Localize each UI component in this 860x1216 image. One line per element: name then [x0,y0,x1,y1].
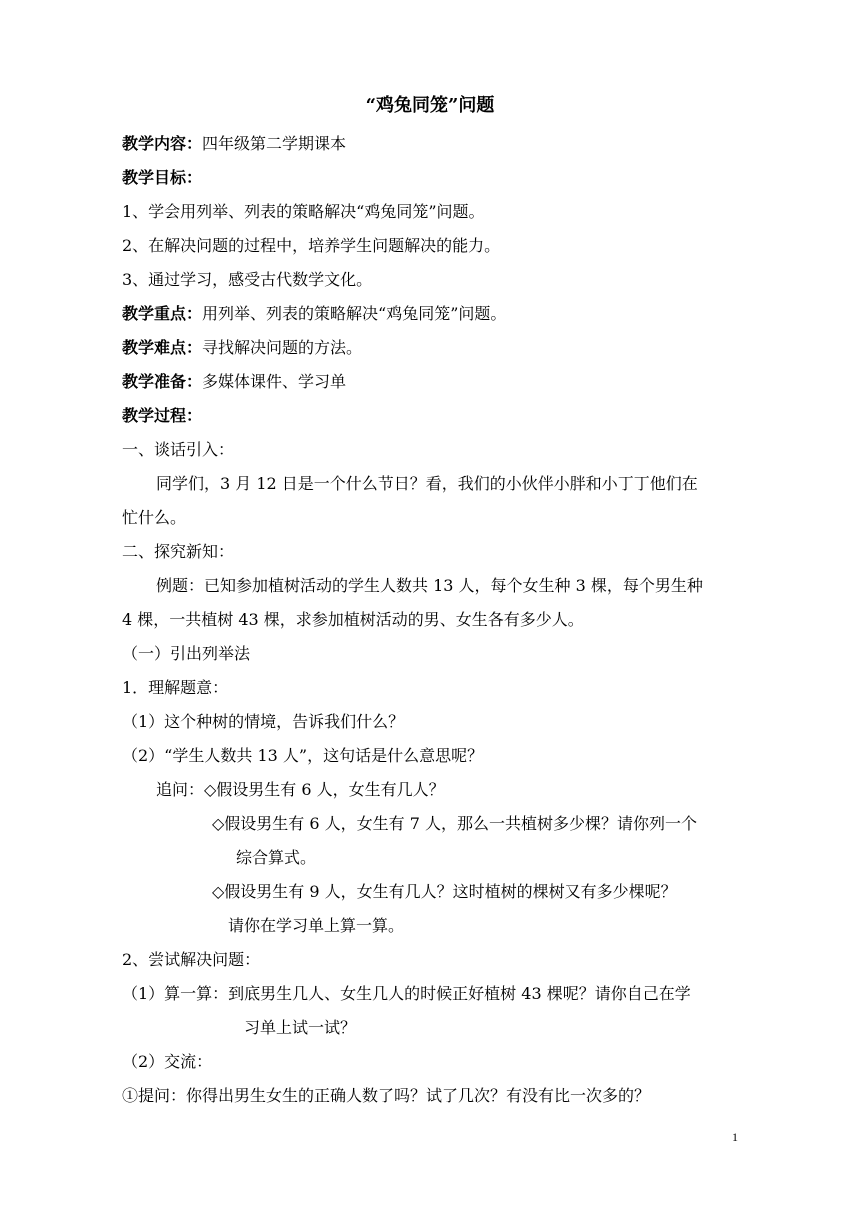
question-item: （1）这个种树的情境，告诉我们什么？ [122,712,405,731]
info-label: 教学目标： [122,168,203,187]
subsection-heading: （一）引出列举法 [122,644,251,663]
info-label: 教学准备： [122,372,203,391]
goal-item: 1、学会用列举、列表的策略解决“鸡兔同笼”问题。 [122,202,485,221]
follow-up-question: 请你在学习单上算一算。 [228,916,405,935]
info-difficulty [0,337,860,359]
question-item: 习单上试一试？ [244,1018,357,1037]
page-number: 1 [732,1130,738,1144]
info-content [0,133,860,155]
follow-up-question: 综合算式。 [236,848,317,867]
info-key-point [0,303,860,325]
info-text: 多媒体课件、学习单 [202,372,347,391]
goal-item: 3、通过学习，感受古代数学文化。 [122,270,373,289]
info-preparation [0,371,860,393]
follow-up-question: ◇假设男生有 9 人，女生有几人？这时植树的棵树又有多少棵呢？ [212,882,677,901]
goal-item: 2、在解决问题的过程中，培养学生问题解决的能力。 [122,236,501,255]
question-item: （2）“学生人数共 13 人”，这句话是什么意思呢？ [122,746,484,765]
section-heading: 二、探究新知： [122,542,235,561]
info-label: 教学内容： [122,134,203,153]
question-item: （2）交流： [122,1052,213,1071]
question-item: ①提问：你得出男生女生的正确人数了吗？试了几次？有没有比一次多的？ [122,1086,651,1105]
paragraph-line: 例题：已知参加植树活动的学生人数共 13 人，每个女生种 3 棵，每个男生种 [156,576,703,595]
info-text: 四年级第二学期课本 [202,134,347,153]
paragraph-line: 同学们，3 月 12 日是一个什么节日？看，我们的小伙伴小胖和小丁丁他们在 [156,474,698,493]
paragraph-line: 忙什么。 [122,508,187,527]
info-process-heading [0,405,860,427]
question-item: （1）算一算：到底男生几人、女生几人的时候正好植树 43 棵呢？请你自己在学 [122,984,691,1003]
info-text: 寻找解决问题的方法。 [202,338,363,357]
page-title: “鸡兔同笼”问题 [365,95,495,116]
section-heading: 一、谈话引入： [122,440,235,459]
step-heading: 2、尝试解决问题： [122,950,261,969]
follow-up-question: 追问：◇假设男生有 6 人，女生有几人？ [156,780,445,799]
paragraph-line: 4 棵，一共植树 43 棵，求参加植树活动的男、女生各有多少人。 [122,610,584,629]
follow-up-question: ◇假设男生有 6 人，女生有 7 人，那么一共植树多少棵？请你列一个 [212,814,698,833]
info-label: 教学难点： [122,338,203,357]
info-text: 用列举、列表的策略解决“鸡兔同笼”问题。 [202,304,507,323]
info-label: 教学过程： [122,406,203,425]
info-goals-heading [0,167,860,189]
info-label: 教学重点： [122,304,203,323]
step-heading: 1．理解题意： [122,678,229,697]
